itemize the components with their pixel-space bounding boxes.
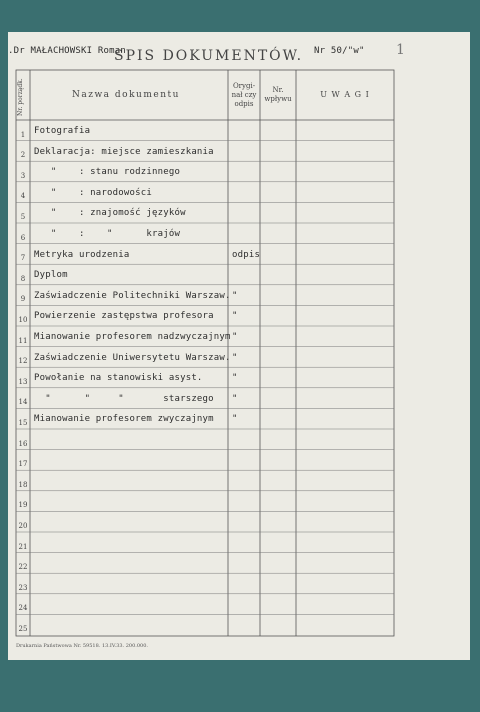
row-number: 25 [18,625,28,633]
original-or-copy: " [232,311,238,322]
row-number: 24 [18,604,28,613]
document-name: Dyplom [34,270,68,281]
document-name: Deklaracja: miejsce zamieszkania [34,146,214,157]
column-remarks-header: U W A G I [320,90,370,99]
document-name: Powierzenie zastępstwa profesora [34,311,214,322]
row-number: 4 [20,192,26,201]
document-name: " : " krajów [34,229,181,239]
original-or-copy: " [232,393,238,404]
original-or-copy: " [232,373,238,384]
document-number: Nr 50/"w" [314,46,365,56]
original-or-copy: " [232,414,238,425]
page-title: SPIS DOKUMENTÓW. [114,48,304,64]
row-number: 18 [18,480,28,489]
row-number: 1 [20,130,26,139]
row-number: 22 [18,563,28,572]
row-number: 16 [18,439,28,448]
person-name: .Dr MAŁACHOWSKI Roman [8,46,126,56]
document-name: " : stanu rodzinnego [34,167,181,178]
document-name: " : narodowości [34,187,152,198]
column-name-header: Nazwa dokumentu [72,90,180,100]
document-name: Mianowanie profesorem nadzwyczajnym [34,332,231,342]
row-number: 7 [20,254,26,263]
row-number: 6 [20,233,26,242]
column-incoming-header: Nr. wpływu [264,86,292,103]
pencil-mark: 1 [396,42,405,58]
printer-footer: Drukarnia Państwowa Nr. 59518. 13.IV.33. 200.000. [16,643,149,649]
document-name: Powołanie na stanowiski asyst. [34,373,203,384]
document-name: Metryka urodzenia [34,249,130,260]
row-number: 12 [18,357,28,366]
document-name: Zaświadczenie Politechniki Warszaw. [34,290,231,301]
original-or-copy: " [232,332,238,342]
document-name: " " " starszego [34,393,214,404]
row-number: 9 [20,295,26,304]
original-or-copy: " [232,352,238,363]
row-number: 5 [20,213,26,221]
row-number: 15 [18,419,28,427]
row-number: 2 [20,151,26,160]
column-index-header: Nr. porządk. [17,78,24,116]
row-number: 3 [20,171,26,180]
row-number: 20 [18,522,28,530]
document-name: Zaświadczenie Uniwersytetu Warszaw. [34,352,231,363]
row-number: 8 [20,274,26,283]
original-or-copy: " [232,290,238,301]
row-number: 11 [18,336,28,345]
row-number: 14 [18,398,28,407]
row-number: 23 [18,583,28,592]
document-name: Fotografia [34,126,91,136]
document-name: " : znajomość języków [34,208,186,219]
document-name: Mianowanie profesorem zwyczajnym [34,414,214,425]
row-number: 21 [18,542,28,551]
row-number: 13 [18,377,28,386]
row-number: 19 [18,501,28,510]
row-number: 17 [18,460,28,469]
column-original-header: Orygi- nał czy odpis [231,82,257,108]
row-number: 10 [18,316,28,324]
original-or-copy: odpis [232,249,261,260]
